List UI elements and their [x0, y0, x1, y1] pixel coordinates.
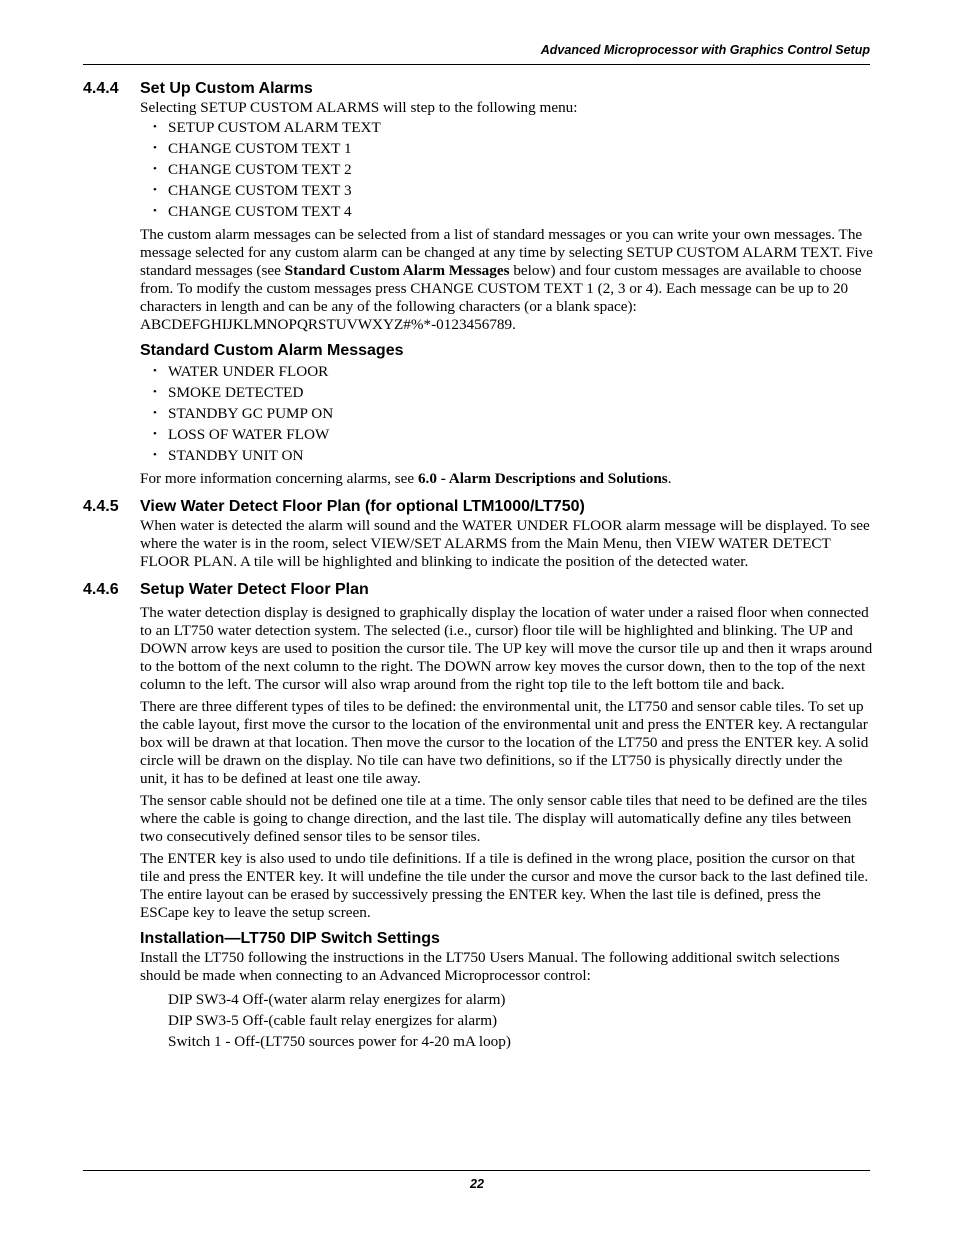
- list-item: • SMOKE DETECTED: [153, 382, 873, 403]
- page-number: 22: [470, 1177, 484, 1191]
- floor-plan-paragraph-4: The ENTER key is also used to undo tile definitions. If a tile is defined in the wrong place, position the cursor on that tile and press the ENTER key. It will undefine the tile under the cursor and move the cursor back to the last defined tile. The entire layout can be erased by successively pressing the ENTER key. When the last tile is defined, press the ESCape key to leave the setup screen.: [140, 850, 869, 921]
- text-run: For more information concerning alarms, see: [140, 470, 418, 487]
- section-title: View Water Detect Floor Plan (for optional LTM1000/LT750): [140, 498, 585, 515]
- list-item: DIP SW3-5 Off-(cable fault relay energizes for alarm): [168, 1012, 498, 1029]
- section-number: 4.4.6: [83, 581, 119, 598]
- subheading-installation: Installation—LT750 DIP Switch Settings: [140, 930, 440, 947]
- footer-rule: [83, 1170, 870, 1171]
- list-item: • CHANGE CUSTOM TEXT 3: [153, 180, 873, 201]
- running-header: Advanced Microprocessor with Graphics Control Setup: [540, 43, 870, 57]
- floor-plan-paragraph-3: The sensor cable should not be defined one tile at a time. The only sensor cable tiles that need to be defined are the tiles where the cable is going to change direction, and the last tile. The display will automatically define any tiles between two consecutively defined sensor tiles to be sensor tiles.: [140, 792, 868, 845]
- custom-alarm-menu-list: [83, 117, 873, 222]
- list-item: • CHANGE CUSTOM TEXT 4: [153, 201, 873, 222]
- list-item: Switch 1 - Off-(LT750 sources power for 4-20 mA loop): [168, 1033, 511, 1050]
- menu-intro: Selecting SETUP CUSTOM ALARMS will step to the following menu:: [140, 99, 578, 116]
- section-title: Setup Water Detect Floor Plan: [140, 581, 369, 598]
- subheading-standard-messages: Standard Custom Alarm Messages: [140, 342, 404, 359]
- section-number: 4.4.5: [83, 498, 119, 515]
- page-content: [83, 79, 873, 1052]
- custom-alarm-paragraph: [140, 226, 873, 334]
- list-item: • STANDBY GC PUMP ON: [153, 403, 873, 424]
- view-floor-plan-paragraph: When water is detected the alarm will sound and the WATER UNDER FLOOR alarm message will be displayed. To see where the water is in the room, select VIEW/SET ALARMS from the Main Menu, then VIEW WATER DETECT FLOOR PLAN. A tile will be highlighted and blinking to indicate the position of the detected water.: [140, 517, 870, 570]
- list-item: • STANDBY UNIT ON: [153, 445, 873, 466]
- text-run: The custom alarm messages can be selected from a list of standard messages or you can write your own messages. The message selected for any custom alarm can be changed at any time by selecting SETUP CUSTOM ALARM TEXT. Five standard messages (see: [140, 226, 873, 279]
- more-info-paragraph: [140, 470, 873, 488]
- list-item: DIP SW3-4 Off-(water alarm relay energizes for alarm): [168, 991, 506, 1008]
- section-heading-445: [83, 497, 873, 517]
- floor-plan-paragraph-2: There are three different types of tiles to be defined: the environmental unit, the LT750 and sensor cable tiles. To set up the cable layout, first move the cursor to the location of the environmental unit and press the ENTER key. A rectangular box will be drawn at that location. Then move the cursor to the location of the LT750 and press the ENTER key. A solid circle will be drawn on the display. No tile can have two definitions, so if the LT750 is physically directly under the unit, it has to be defined at least one tile away.: [140, 698, 869, 787]
- dip-switch-settings: [168, 989, 873, 1052]
- text-run: below) and four custom messages are available to choose from. To modify the custom messages press CHANGE CUSTOM TEXT 1 (2, 3 or 4). Each message can be up to 20 characters in length and can be any of the following characters (or a blank space): ABCDEFGHIJKLMNOPQRSTUVWXYZ#%*-0123456789.: [140, 262, 862, 333]
- list-item: • CHANGE CUSTOM TEXT 1: [153, 138, 873, 159]
- section-number: 4.4.4: [83, 80, 119, 97]
- installation-paragraph: Install the LT750 following the instructions in the LT750 Users Manual. The following additional switch selections should be made when connecting to an Advanced Microprocessor control:: [140, 949, 840, 984]
- list-item: • CHANGE CUSTOM TEXT 2: [153, 159, 873, 180]
- text-run: .: [667, 470, 672, 487]
- cross-reference: 6.0 - Alarm Descriptions and Solutions: [417, 470, 668, 487]
- section-heading-446: [83, 580, 873, 600]
- floor-plan-paragraph-1: The water detection display is designed to graphically display the location of water under a raised floor when connected to an LT750 water detection system. The selected (i.e., cursor) floor tile will be highlighted and blinking. The UP and DOWN arrow keys are used to position the cursor tile. The UP key will move the cursor tile up and then it wraps around to the bottom of the next column to the right. The DOWN arrow key moves the cursor down, then to the top of the next column to the left. The cursor will also wrap around from the right top tile to the left bottom tile and back.: [140, 604, 873, 693]
- section-heading-444: [83, 79, 873, 99]
- cross-reference: Standard Custom Alarm Messages: [284, 262, 510, 279]
- section-title: Set Up Custom Alarms: [140, 80, 313, 97]
- list-item: • LOSS OF WATER FLOW: [153, 424, 873, 445]
- header-rule: [83, 64, 870, 65]
- list-item: • SETUP CUSTOM ALARM TEXT: [153, 117, 873, 138]
- standard-messages-list: [83, 361, 873, 466]
- list-item: • WATER UNDER FLOOR: [153, 361, 873, 382]
